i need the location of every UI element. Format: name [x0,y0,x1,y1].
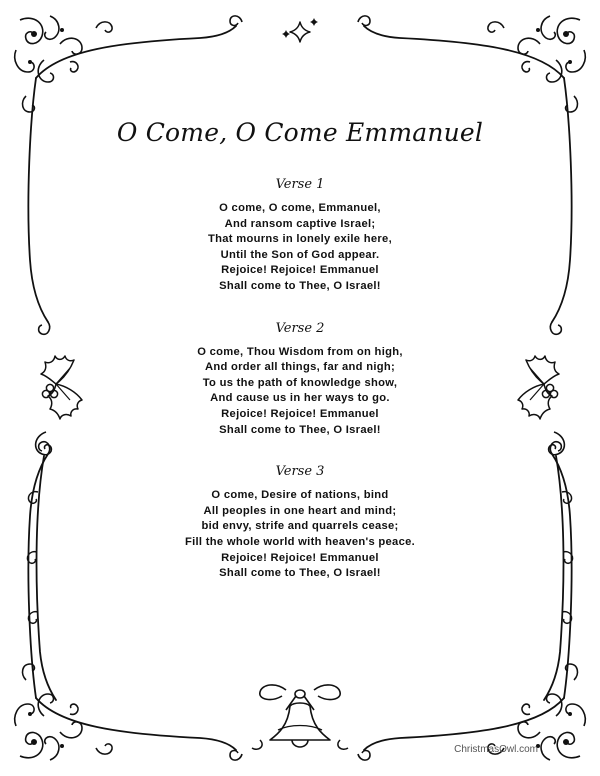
holly-icon [518,356,559,419]
lyric-line: Fill the whole world with heaven's peace. [184,535,416,548]
lyric-line: O come, Desire of nations, bind [211,489,389,502]
bell-icon [252,685,348,749]
lyric-line: O come, Thou Wisdom from on high, [197,345,403,358]
lyric-line: Rejoice! Rejoice! Emmanuel [221,407,379,420]
lyric-line: Shall come to Thee, O Israel! [219,423,381,436]
star-sparkle-icon [282,18,318,42]
verse-2 [100,321,500,439]
lyrics-sheet [100,118,500,608]
lyric-line: And cause us in her ways to go. [210,392,390,405]
verse-3 [100,464,500,582]
holly-icon [41,356,82,419]
lyric-line: Until the Son of God appear. [220,248,380,261]
lyric-line: That mourns in lonely exile here, [208,233,392,246]
lyric-line: Rejoice! Rejoice! Emmanuel [221,264,379,277]
verse-heading: Verse 1 [275,177,325,192]
lyric-line: Shall come to Thee, O Israel! [219,567,381,580]
verse-heading: Verse 3 [275,464,325,480]
lyric-line: O come, O come, Emmanuel, [219,202,381,214]
site-credit: ChristmasOwl.com [454,744,538,755]
lyric-line: And order all things, far and nigh; [204,361,396,374]
lyric-line: And ransom captive Israel; [224,217,376,230]
lyric-line: Shall come to Thee, O Israel! [219,279,381,292]
lyric-line: Rejoice! Rejoice! Emmanuel [221,551,379,564]
verse-1 [100,177,500,295]
lyric-line: All peoples in one heart and mind; [203,504,397,517]
verse-heading: Verse 2 [275,320,325,336]
page-title: O Come, O Come Emmanuel [116,118,484,147]
lyric-line: bid envy, strife and quarrels cease; [201,520,399,533]
lyric-line: To us the path of knowledge show, [202,376,398,389]
